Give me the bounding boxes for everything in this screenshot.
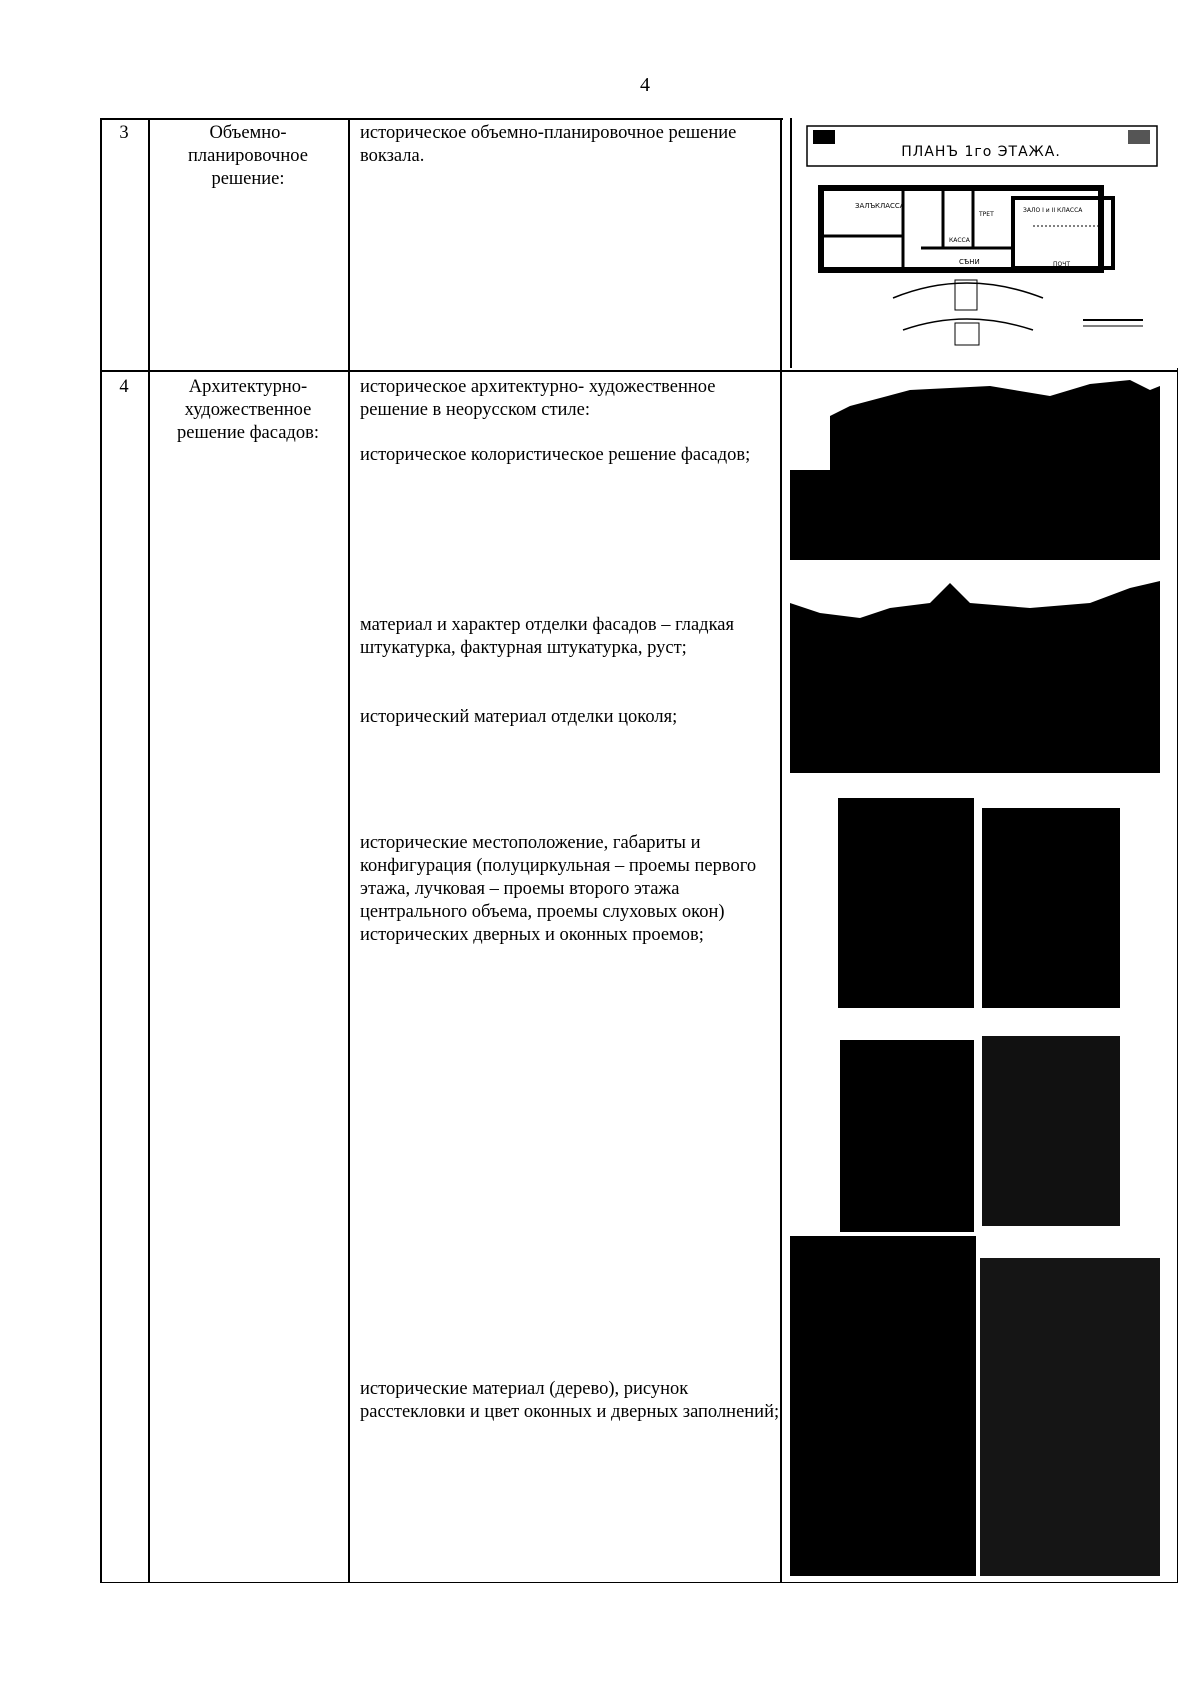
row-divider bbox=[100, 370, 1178, 372]
plan-label: ЗАЛО I и II КЛАССА bbox=[1023, 207, 1083, 214]
facade-photo bbox=[790, 376, 1175, 560]
table-border-bottom bbox=[100, 1582, 1178, 1584]
page-number: 4 bbox=[640, 74, 650, 96]
row-name: Архитектурно- художественное решение фасадов: bbox=[177, 377, 319, 443]
row-item: исторические местоположение, габариты и конфигурация (полуциркульная – проемы первого этажа, лучковая – проемы второго этажа центрального объема, проемы слуховых окон) исторических дверных и оконных проемов; bbox=[360, 833, 757, 945]
row-item: исторический материал отделки цоколя; bbox=[360, 707, 678, 727]
heritage-table bbox=[100, 118, 1178, 1583]
row-item: материал и характер отделки фасадов – гладкая штукатурка, фактурная штукатурка, руст; bbox=[360, 615, 735, 658]
column-divider bbox=[348, 118, 350, 1583]
row-item: исторические материал (дерево), рисунок расстекловки и цвет оконных и дверных заполнений; bbox=[360, 1379, 780, 1422]
window-photo bbox=[838, 798, 974, 1008]
plan-label: КЛАССА bbox=[875, 202, 905, 210]
floor-plan-drawing bbox=[783, 118, 1178, 368]
column-divider bbox=[780, 118, 782, 1583]
window-photo bbox=[790, 1236, 976, 1576]
row-number: 4 bbox=[119, 377, 129, 397]
plan-label: ТРЕТ bbox=[979, 211, 994, 218]
window-photo bbox=[982, 1036, 1120, 1226]
column-divider bbox=[148, 118, 150, 1583]
facade-photo bbox=[790, 573, 1175, 773]
plan-label: СѢНИ bbox=[959, 258, 980, 266]
plan-label: ПОЧТ bbox=[1053, 261, 1071, 268]
window-photo bbox=[982, 808, 1120, 1008]
floor-plan-image bbox=[783, 118, 1178, 368]
row-item: историческое колористическое решение фасадов; bbox=[360, 445, 751, 465]
plan-title: ПЛАНЪ 1го ЭТАЖА. bbox=[901, 144, 1061, 160]
window-photo bbox=[840, 1040, 974, 1232]
row-item: историческое объемно-планировочное решение вокзала. bbox=[360, 123, 737, 166]
row-item: историческое архитектурно- художественное решение в неорусском стиле: bbox=[360, 377, 716, 420]
window-photo bbox=[980, 1258, 1160, 1576]
plan-label: ЗАЛЪ bbox=[855, 202, 876, 210]
row-name: Объемно- планировочное решение: bbox=[188, 123, 308, 189]
plan-label: КАССА bbox=[949, 237, 970, 244]
table-border-left bbox=[100, 118, 102, 1583]
row-number: 3 bbox=[119, 123, 129, 143]
